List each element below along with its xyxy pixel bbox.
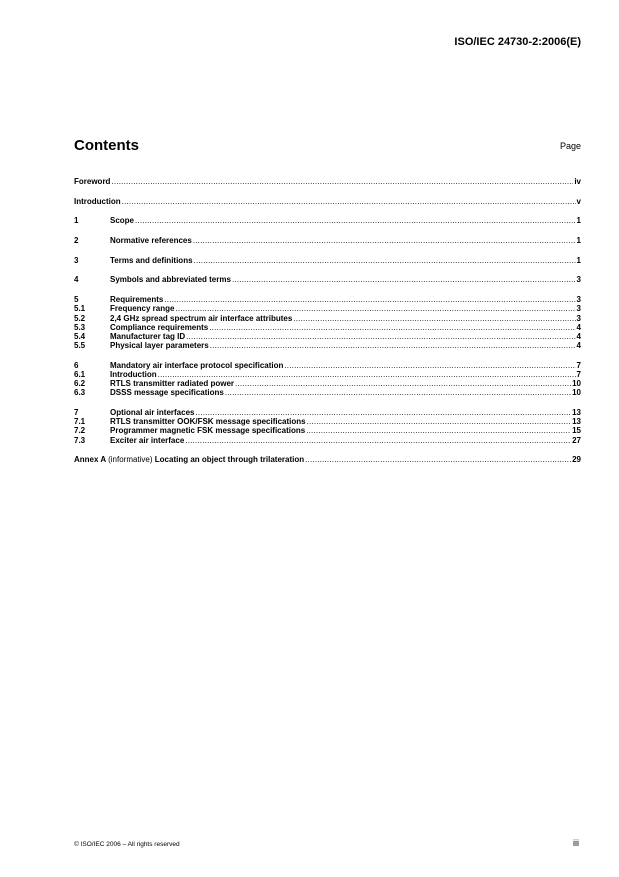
toc-entry-title: Terms and definitions: [110, 255, 193, 265]
toc-leader-dots: [235, 379, 571, 388]
toc-entry-title: Mandatory air interface protocol specification: [110, 360, 284, 370]
toc-entry-page: 15: [572, 426, 581, 436]
toc-entry-page: iv: [574, 177, 581, 186]
toc-entry-page: 1: [576, 255, 581, 265]
annex-label: Annex A: [74, 455, 106, 465]
toc-leader-dots: [158, 370, 576, 379]
toc-leader-dots: [284, 361, 575, 370]
toc-leader-dots: [225, 388, 571, 397]
toc-entry[interactable]: [74, 417, 581, 426]
toc-leader-dots: [164, 295, 575, 304]
toc-entry-page: v: [576, 196, 581, 206]
toc-entry[interactable]: [74, 197, 581, 206]
toc-leader-dots: [185, 436, 571, 445]
toc-leader-dots: [306, 426, 571, 435]
toc-leader-dots: [305, 455, 571, 464]
toc-entry-page: 4: [576, 331, 581, 341]
toc-leader-dots: [210, 341, 576, 350]
toc-entry-title: Programmer magnetic FSK message specifications: [110, 426, 306, 436]
toc-entry-title: Frequency range: [110, 304, 175, 314]
toc-leader-dots: [122, 197, 576, 206]
toc-entry-page: 10: [572, 379, 581, 389]
toc-entry-number: 5.4: [74, 331, 86, 341]
toc-leader-dots: [195, 408, 571, 417]
toc-entry-number: 7.2: [74, 426, 86, 436]
toc-leader-dots: [175, 304, 575, 313]
toc-entry[interactable]: [74, 370, 581, 379]
toc-entry-title: Exciter air interface: [110, 435, 185, 445]
toc-entry[interactable]: [74, 341, 581, 350]
toc-entry[interactable]: [74, 256, 581, 265]
toc-leader-dots: [194, 256, 576, 265]
toc-entry-title: Scope: [110, 216, 135, 226]
toc-entry-number: 5.3: [74, 322, 86, 332]
toc-leader-dots: [135, 216, 576, 225]
toc-entry-page: 1: [576, 236, 581, 246]
toc-annex-entry[interactable]: [74, 455, 581, 464]
toc-entry-page: 3: [576, 304, 581, 314]
toc-entry-title: Optional air interfaces: [110, 408, 195, 417]
toc-entry-number: 7.1: [74, 417, 86, 427]
contents-heading: Contents: [74, 137, 139, 154]
toc-leader-dots: [232, 275, 576, 284]
toc-entry[interactable]: [74, 436, 581, 445]
toc-leader-dots: [307, 417, 571, 426]
annex-title: Locating an object through trilateration: [154, 455, 305, 465]
toc-leader-dots: [193, 236, 576, 245]
toc-entry-page: 29: [572, 455, 581, 465]
toc-entry-title: 2,4 GHz spread spectrum air interface attributes: [110, 313, 293, 323]
toc-entry-number: 5: [74, 295, 79, 305]
copyright-footer: © ISO/IEC 2006 – All rights reserved: [74, 841, 180, 848]
toc-entry[interactable]: [74, 216, 581, 225]
toc-entry-page: 7: [576, 369, 581, 379]
toc-entry-title: DSSS message specifications: [110, 388, 224, 398]
toc-entry-title: Foreword: [74, 177, 111, 186]
toc-entry-page: 1: [576, 216, 581, 226]
toc-entry-page: 10: [572, 388, 581, 398]
toc-entry[interactable]: [74, 304, 581, 313]
toc-entry-number: 6.2: [74, 379, 86, 389]
toc-entry-number: 5.1: [74, 304, 86, 314]
toc-leader-dots: [111, 177, 573, 186]
toc-entry[interactable]: [74, 236, 581, 245]
toc-entry-title: Introduction: [110, 369, 157, 379]
toc-entry[interactable]: [74, 177, 581, 186]
toc-entry-number: 5.5: [74, 341, 86, 351]
toc-entry[interactable]: [74, 426, 581, 435]
toc-entry-page: 4: [576, 341, 581, 351]
toc-entry-number: 6.3: [74, 388, 86, 398]
toc-entry-title: Symbols and abbreviated terms: [110, 275, 231, 285]
toc-entry[interactable]: [74, 408, 581, 417]
page-number: iii: [573, 838, 579, 848]
toc-entry-title: Introduction: [74, 196, 121, 206]
toc-entry-number: 3: [74, 255, 79, 265]
table-of-contents: [74, 177, 581, 464]
toc-entry-number: 7.3: [74, 435, 86, 445]
toc-entry-page: 13: [572, 408, 581, 417]
toc-entry-number: 7: [74, 408, 79, 417]
toc-entry-page: 4: [576, 322, 581, 332]
annex-qualifier: (informative): [108, 455, 153, 465]
toc-entry-number: 2: [74, 236, 79, 246]
toc-entry-page: 3: [576, 275, 581, 285]
toc-entry[interactable]: [74, 323, 581, 332]
toc-entry-page: 3: [576, 295, 581, 305]
document-header-id: ISO/IEC 24730-2:2006(E): [454, 36, 581, 48]
toc-entry-number: 6.1: [74, 369, 86, 379]
toc-entry-title: Manufacturer tag ID: [110, 331, 186, 341]
toc-entry-number: 5.2: [74, 313, 86, 323]
toc-entry-number: 1: [74, 216, 79, 226]
toc-entry[interactable]: [74, 295, 581, 304]
toc-entry[interactable]: [74, 275, 581, 284]
toc-entry[interactable]: [74, 361, 581, 370]
toc-entry[interactable]: [74, 314, 581, 323]
toc-entry[interactable]: [74, 388, 581, 397]
toc-entry[interactable]: [74, 332, 581, 341]
toc-entry-page: 13: [572, 417, 581, 427]
toc-entry-page: 3: [576, 313, 581, 323]
page-column-label: Page: [559, 141, 581, 151]
toc-entry[interactable]: [74, 379, 581, 388]
toc-entry-title: Compliance requirements: [110, 322, 209, 332]
toc-entry-title: RTLS transmitter radiated power: [110, 379, 235, 389]
toc-leader-dots: [209, 323, 575, 332]
toc-entry-page: 7: [576, 360, 581, 370]
toc-leader-dots: [293, 314, 575, 323]
toc-entry-page: 27: [572, 435, 581, 445]
toc-leader-dots: [186, 332, 575, 341]
toc-entry-title: Normative references: [110, 236, 192, 246]
toc-entry-number: 6: [74, 360, 79, 370]
toc-annex-title-group: [74, 455, 304, 464]
toc-entry-number: 4: [74, 275, 79, 285]
toc-entry-title: Physical layer parameters: [110, 341, 209, 351]
toc-entry-title: RTLS transmitter OOK/FSK message specifications: [110, 417, 306, 427]
toc-entry-title: Requirements: [110, 295, 164, 305]
